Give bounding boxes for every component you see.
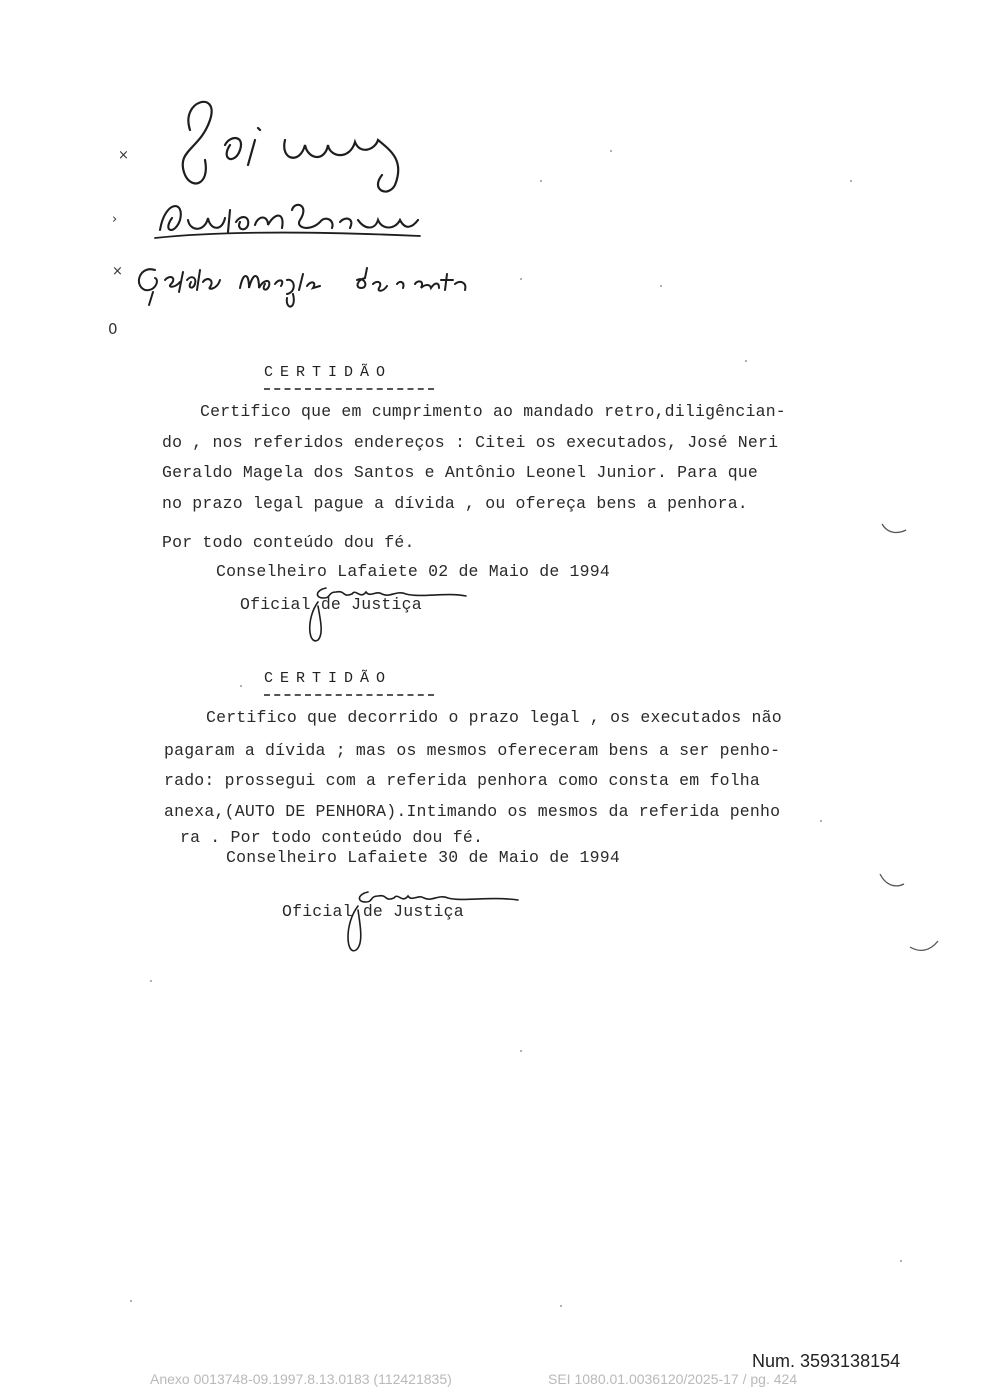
scan-edge-mark [880,520,910,540]
footer-annex-reference: Anexo 0013748-09.1997.8.13.0183 (112421835) [150,1371,452,1387]
certidao-2-line-3: rado: prossegui com a referida penhora como consta em folha [164,771,760,790]
signature-mark-3: × [112,264,123,279]
certidao-2-line-4: anexa,(AUTO DE PENHORA).Intimando os mesmos da referida penho [164,802,781,821]
certidao-1-heading-text: CERTIDÃO [264,364,393,381]
scan-speck [540,180,542,182]
scan-speck [560,1305,562,1307]
certidao-1-line-4: no prazo legal pague a dívida , ou ofereça bens a penhora. [162,494,748,513]
scan-speck [130,1300,132,1302]
scan-speck [520,278,522,280]
scan-speck [150,980,152,982]
certidao-2-line-5: ra . Por todo conteúdo dou fé. [180,828,484,847]
certidao-2-place-date: Conselheiro Lafaiete 30 de Maio de 1994 [226,848,620,867]
scan-edge-mark [908,935,942,955]
signature-mark-1: × [118,148,129,163]
certidao-1-line-1: Certifico que em cumprimento ao mandado retro,diligêncian- [200,402,786,421]
certidao-1-signature-role: Oficial de Justiça [240,595,422,614]
certidao-1-line-5: Por todo conteúdo dou fé. [162,533,415,552]
scan-speck [660,285,662,287]
signature-mark-2: › [112,212,118,227]
footer-sei-reference: SEI 1080.01.0036120/2025-17 / pg. 424 [548,1371,798,1387]
handwritten-signature-antonio-leonel [150,190,430,250]
heading-underline [264,384,434,390]
certidao-1-place-date: Conselheiro Lafaiete 02 de Maio de 1994 [216,562,610,581]
handwritten-signature-jose-neri [150,90,430,200]
heading-underline [264,690,434,696]
certidao-2-signature-role: Oficial de Justiça [282,902,464,921]
certidao-2-heading-text: CERTIDÃO [264,670,393,687]
scan-edge-mark [878,870,908,894]
certidao-2-line-1: Certifico que decorrido o prazo legal , os executados não [206,708,782,727]
certidao-1-heading [264,364,392,381]
scan-speck [520,1050,522,1052]
officer-signature-2 [338,880,528,960]
certidao-2-heading [264,670,392,687]
scan-speck [240,685,242,687]
certidao-1-line-2: do , nos referidos endereços : Citei os executados, José Neri [162,433,779,452]
document-number: Num. 3593138154 [752,1351,901,1371]
scan-speck [745,360,747,362]
margin-mark-zero: 0 [108,320,118,338]
certidao-1-line-3: Geraldo Magela dos Santos e Antônio Leonel Junior. Para que [162,463,758,482]
scan-speck [820,820,822,822]
scan-speck [610,150,612,152]
scan-speck [850,180,852,182]
handwritten-signature-geraldo-magela [125,250,485,310]
certidao-2-line-2: pagaram a dívida ; mas os mesmos ofereceram bens a ser penho- [164,741,781,760]
scan-speck [900,1260,902,1262]
officer-signature-1 [296,578,476,648]
